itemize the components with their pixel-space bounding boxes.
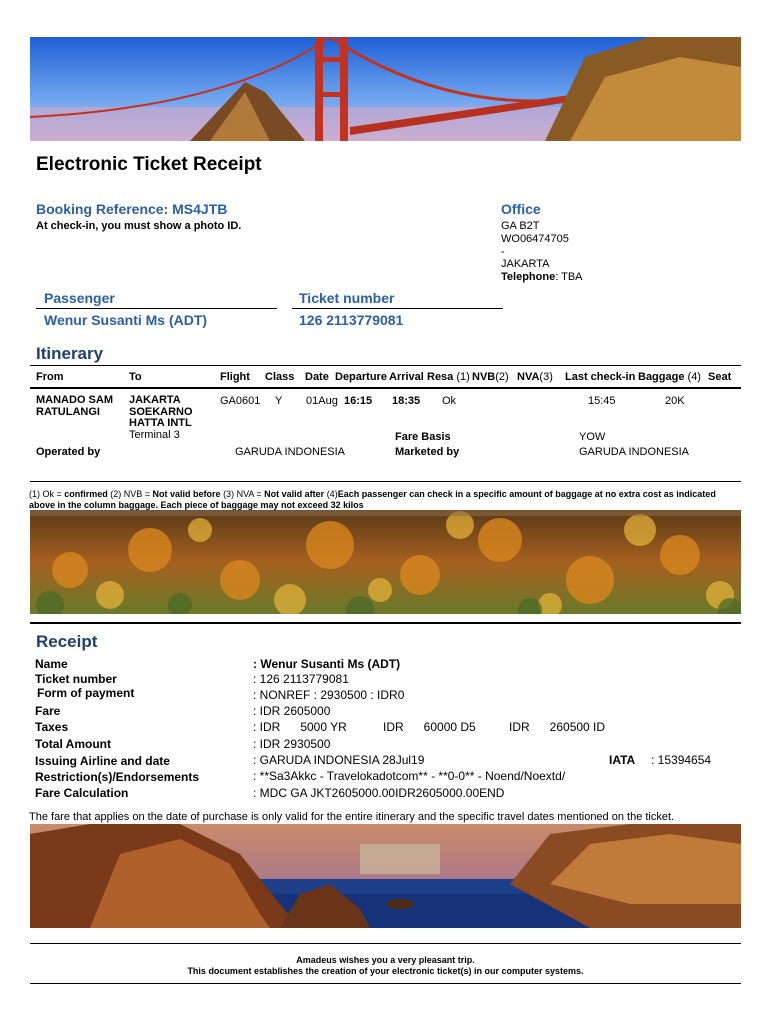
coastline-banner-image [30, 824, 741, 928]
col-seat: Seat [708, 371, 732, 383]
receipt-issuing-value: : GARUDA INDONESIA 28Jul19 [253, 753, 425, 767]
receipt-iata-label: IATA [609, 753, 636, 767]
col-flight: Flight [220, 371, 250, 383]
cell-from: MANADO SAM RATULANGI [36, 394, 113, 418]
receipt-total-value: : IDR 2930500 [253, 737, 331, 751]
footnote: (1) Ok = confirmed (2) NVB = Not valid before (3) NVA = Not valid after (4)Each passenger can check in a specific amount of baggage at no extra cost as indicated above in the column baggage. Each piece of baggage may not exceed 32 kilos [29, 489, 716, 510]
receipt-restrictions-label: Restriction(s)/Endorsements [35, 770, 200, 784]
autumn-forest-banner-image [30, 510, 741, 614]
receipt-fare-label: Fare [35, 704, 61, 718]
cell-baggage: 20K [665, 395, 685, 407]
col-baggage: Baggage (4) [638, 371, 701, 383]
photo-id-note: At check-in, you must show a photo ID. [36, 220, 242, 232]
office-details [501, 220, 583, 284]
bridge-banner-image [30, 37, 741, 141]
receipt-payment-value: : NONREF : 2930500 : IDR0 [253, 688, 405, 702]
office-heading: Office [501, 201, 541, 217]
office-line: WO06474705 [501, 232, 569, 245]
col-departure: Departure [335, 371, 387, 383]
receipt-fare-value: : IDR 2605000 [253, 704, 331, 718]
cell-class: Y [275, 395, 283, 407]
col-nva: NVA(3) [517, 371, 553, 383]
itinerary-bottom-rule [30, 481, 741, 482]
receipt-farecalc-label: Fare Calculation [35, 786, 129, 800]
receipt-issuing-label: Issuing Airline and date [35, 754, 170, 768]
fare-basis-value: YOW [579, 431, 606, 443]
office-line: GA B2T [501, 220, 540, 232]
fare-validity-note: The fare that applies on the date of purchase is only valid for the entire itinerary and the specific travel dates mentioned on the ticket. [29, 811, 675, 823]
cell-departure: 16:15 [344, 395, 373, 407]
ticket-divider [292, 308, 503, 309]
footer-top-rule [30, 943, 741, 944]
receipt-ticket-label: Ticket number [35, 672, 117, 686]
receipt-ticket-value: : 126 2113779081 [253, 672, 349, 686]
office-line: - [501, 245, 505, 258]
ticket-number: 126 2113779081 [299, 312, 404, 328]
ticket-number-heading: Ticket number [299, 290, 395, 306]
cell-arrival: 18:35 [392, 395, 421, 407]
operated-by-label: Operated by [36, 446, 101, 458]
booking-reference-code: MS4JTB [172, 201, 228, 217]
receipt-restrictions-value: : **Sa3Akkc - Travelokadotcom** - **0-0** - Noend/Noextd/ [253, 769, 566, 783]
itinerary-heading: Itinerary [36, 344, 104, 363]
col-arrival: Arrival [389, 371, 424, 383]
office-telephone: Telephone: TBA [501, 271, 583, 284]
passenger-name: Wenur Susanti Ms (ADT) [44, 312, 208, 328]
marketed-by-value: GARUDA INDONESIA [579, 446, 690, 458]
page-title: Electronic Ticket Receipt [36, 154, 262, 175]
receipt-farecalc-value: : MDC GA JKT2605000.00IDR2605000.00END [253, 786, 505, 800]
receipt-tax-1: : IDR 5000 YR [253, 720, 347, 734]
receipt-name-value: : Wenur Susanti Ms (ADT) [253, 657, 401, 671]
office-line: JAKARTA [501, 258, 550, 271]
itinerary-top-rule [30, 365, 741, 366]
receipt-tax-3: IDR 260500 ID [509, 720, 606, 734]
cell-resa: Ok [442, 395, 457, 407]
col-resa: Resa (1) [427, 371, 470, 383]
cell-to: JAKARTA SOEKARNO HATTA INTL Terminal 3 [129, 394, 193, 441]
receipt-tax-2: IDR 60000 D5 [383, 720, 476, 734]
col-to: To [129, 371, 142, 383]
receipt-payment-label: Form of payment [37, 686, 135, 700]
cell-flight: GA0601 [220, 395, 261, 407]
booking-reference-heading [36, 201, 227, 217]
footer [30, 955, 741, 976]
receipt-name-label: Name [35, 657, 68, 671]
col-from: From [36, 371, 64, 383]
itinerary-header-rule [30, 387, 741, 389]
marketed-by-label: Marketed by [395, 446, 460, 458]
booking-reference-label: Booking Reference: [36, 201, 169, 217]
col-nvb: NVB(2) [472, 371, 509, 383]
receipt-top-rule [30, 622, 741, 624]
receipt-total-label: Total Amount [35, 737, 111, 751]
receipt-iata-value: : 15394654 [651, 753, 712, 767]
passenger-heading: Passenger [44, 290, 115, 306]
receipt-taxes-label: Taxes [35, 720, 69, 734]
operated-by-value: GARUDA INDONESIA [235, 446, 346, 458]
cell-last-checkin: 15:45 [588, 395, 616, 407]
col-class: Class [265, 371, 295, 383]
col-date: Date [305, 371, 329, 383]
footer-bottom-rule [30, 983, 741, 984]
col-last-checkin: Last check-in [565, 371, 636, 383]
receipt-heading: Receipt [36, 632, 98, 651]
footer-line-1: Amadeus wishes you a very pleasant trip. [296, 955, 475, 965]
footer-line-2: This document establishes the creation of your electronic ticket(s) in our computer systems. [187, 965, 584, 976]
fare-basis-label: Fare Basis [395, 431, 451, 443]
cell-date: 01Aug [306, 395, 338, 407]
passenger-divider [36, 308, 277, 309]
